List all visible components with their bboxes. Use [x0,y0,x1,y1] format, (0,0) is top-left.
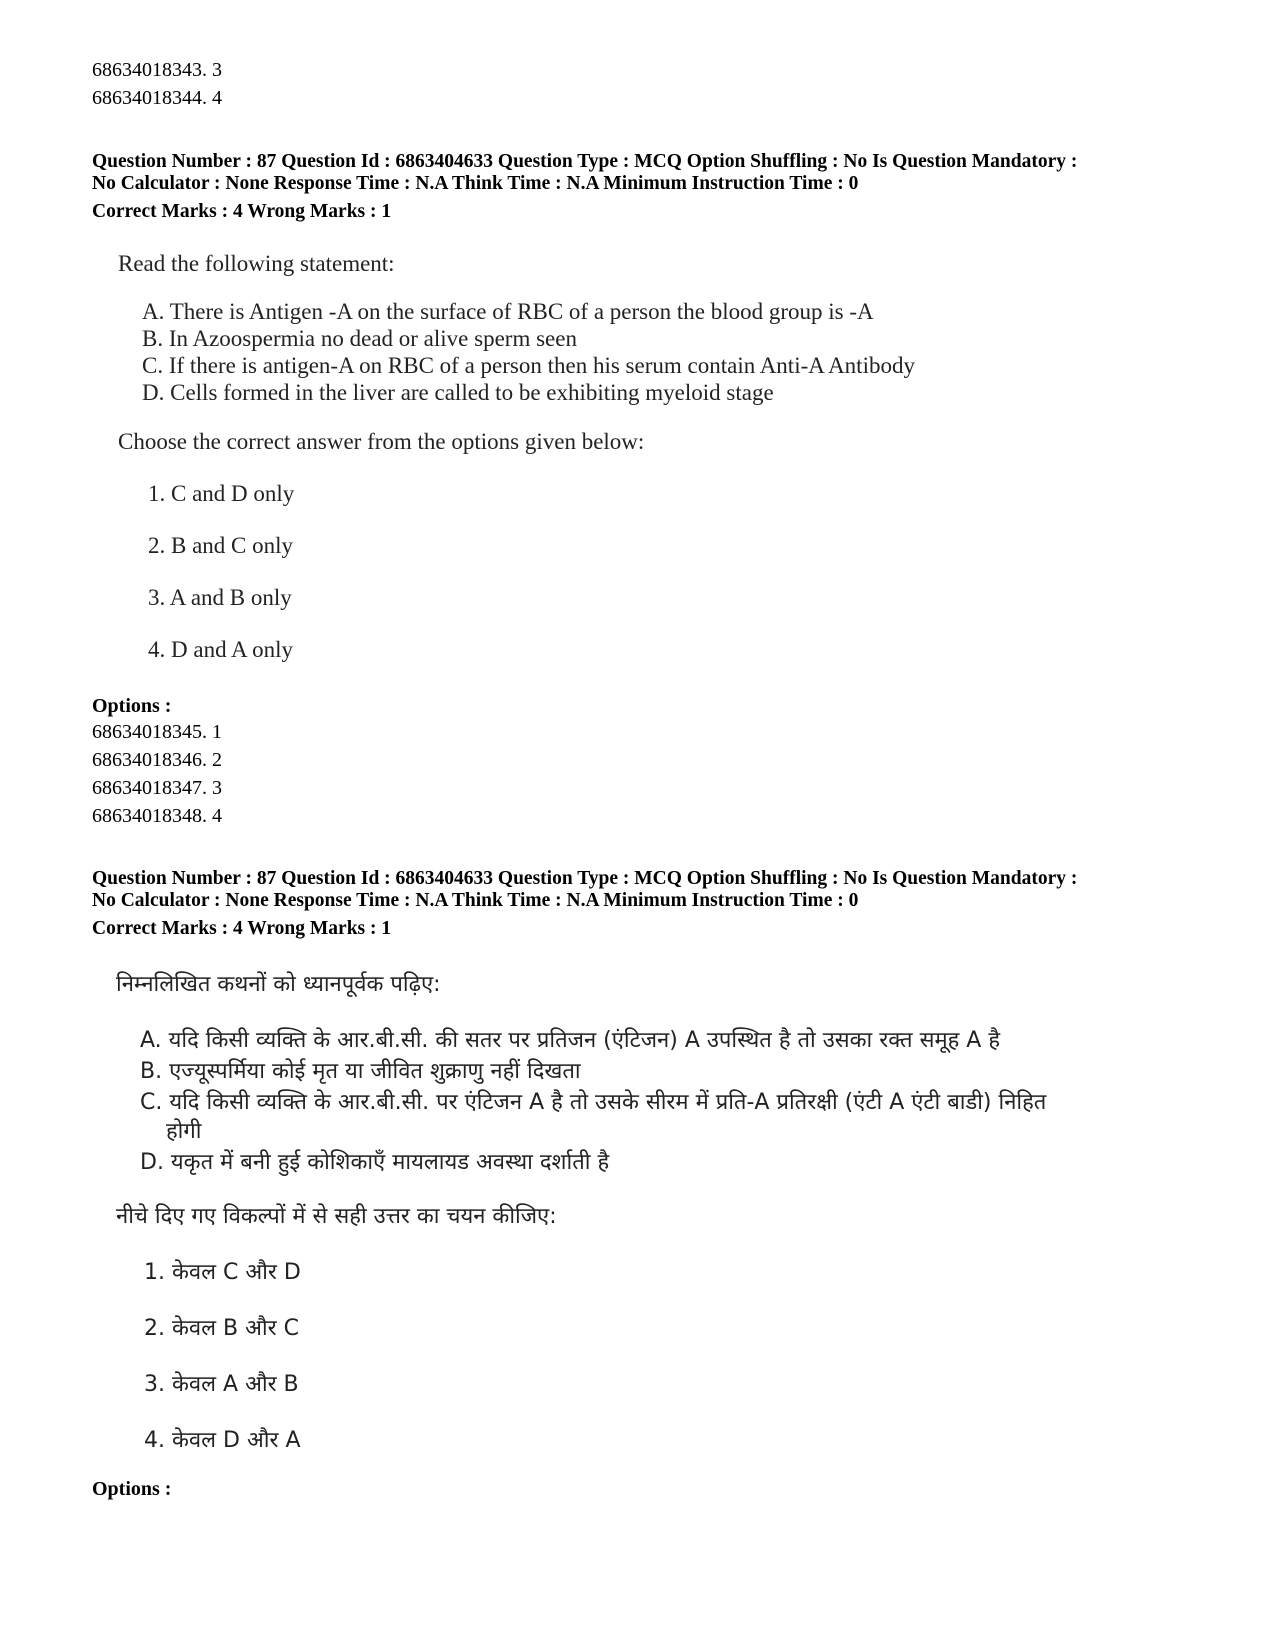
question-intro: Read the following statement: [118,251,395,276]
choice-4: 4. D and A only [148,637,294,662]
options-label: Options : [92,695,172,717]
option-line: 68634018347. 3 [92,777,222,799]
statement-a: A. There is Antigen -A on the surface of RBC of a person the blood group is -A [142,299,874,324]
statement-c-hindi-cont: होगी [166,1119,202,1144]
question-meta-line1: Question Number : 87 Question Id : 6863404633 Question Type : MCQ Option Shuffling : No Is Question Mandatory : [92,151,1078,172]
question-meta-line2: No Calculator : None Response Time : N.A Think Time : N.A Minimum Instruction Time : 0 [92,173,859,194]
option-line: 68634018343. 3 [92,59,222,81]
question-meta-line1: Question Number : 87 Question Id : 6863404633 Question Type : MCQ Option Shuffling : No Is Question Mandatory : [92,868,1078,889]
choose-instruction: Choose the correct answer from the options given below: [118,429,645,454]
statement-b-hindi: B. एज्यूस्पर्मिया कोई मृत या जीवित शुक्राणु नहीं दिखता [140,1059,581,1084]
statement-c-hindi: C. यदि किसी व्यक्ति के आर.बी.सी. पर एंटिजन A है तो उसके सीरम में प्रति-A प्रतिरक्षी (एंटी A एंटी बाडी) निहित [140,1090,1047,1115]
options-label: Options : [92,1478,172,1500]
choice-1-hindi: 1. केवल C और D [144,1260,301,1285]
choice-4-hindi: 4. केवल D और A [144,1428,301,1453]
option-line: 68634018348. 4 [92,805,222,827]
question-meta-line2: No Calculator : None Response Time : N.A Think Time : N.A Minimum Instruction Time : 0 [92,890,859,911]
choice-2-hindi: 2. केवल B और C [144,1316,299,1341]
statement-c: C. If there is antigen-A on RBC of a person then his serum contain Anti-A Antibody [142,353,915,378]
option-line: 68634018346. 2 [92,749,222,771]
question-marks: Correct Marks : 4 Wrong Marks : 1 [92,201,392,222]
statement-d-hindi: D. यकृत में बनी हुई कोशिकाएँ मायलायड अवस्था दर्शाती है [140,1150,610,1175]
choice-3-hindi: 3. केवल A और B [144,1372,299,1397]
option-line: 68634018345. 1 [92,721,222,743]
option-line: 68634018344. 4 [92,87,222,109]
choose-instruction-hindi: नीचे दिए गए विकल्पों में से सही उत्तर का चयन कीजिए: [116,1204,557,1229]
choice-2: 2. B and C only [148,533,294,558]
question-marks: Correct Marks : 4 Wrong Marks : 1 [92,918,392,939]
statement-d: D. Cells formed in the liver are called to be exhibiting myeloid stage [142,380,774,405]
choice-3: 3. A and B only [148,585,292,610]
question-intro-hindi: निम्नलिखित कथनों को ध्यानपूर्वक पढ़िए: [116,972,441,997]
statement-b: B. In Azoospermia no dead or alive sperm seen [142,326,577,351]
statement-a-hindi: A. यदि किसी व्यक्ति के आर.बी.सी. की सतर पर प्रतिजन (एंटिजन) A उपस्थित है तो उसका रक्त समूह A है [140,1028,1001,1053]
choice-1: 1. C and D only [148,481,295,506]
